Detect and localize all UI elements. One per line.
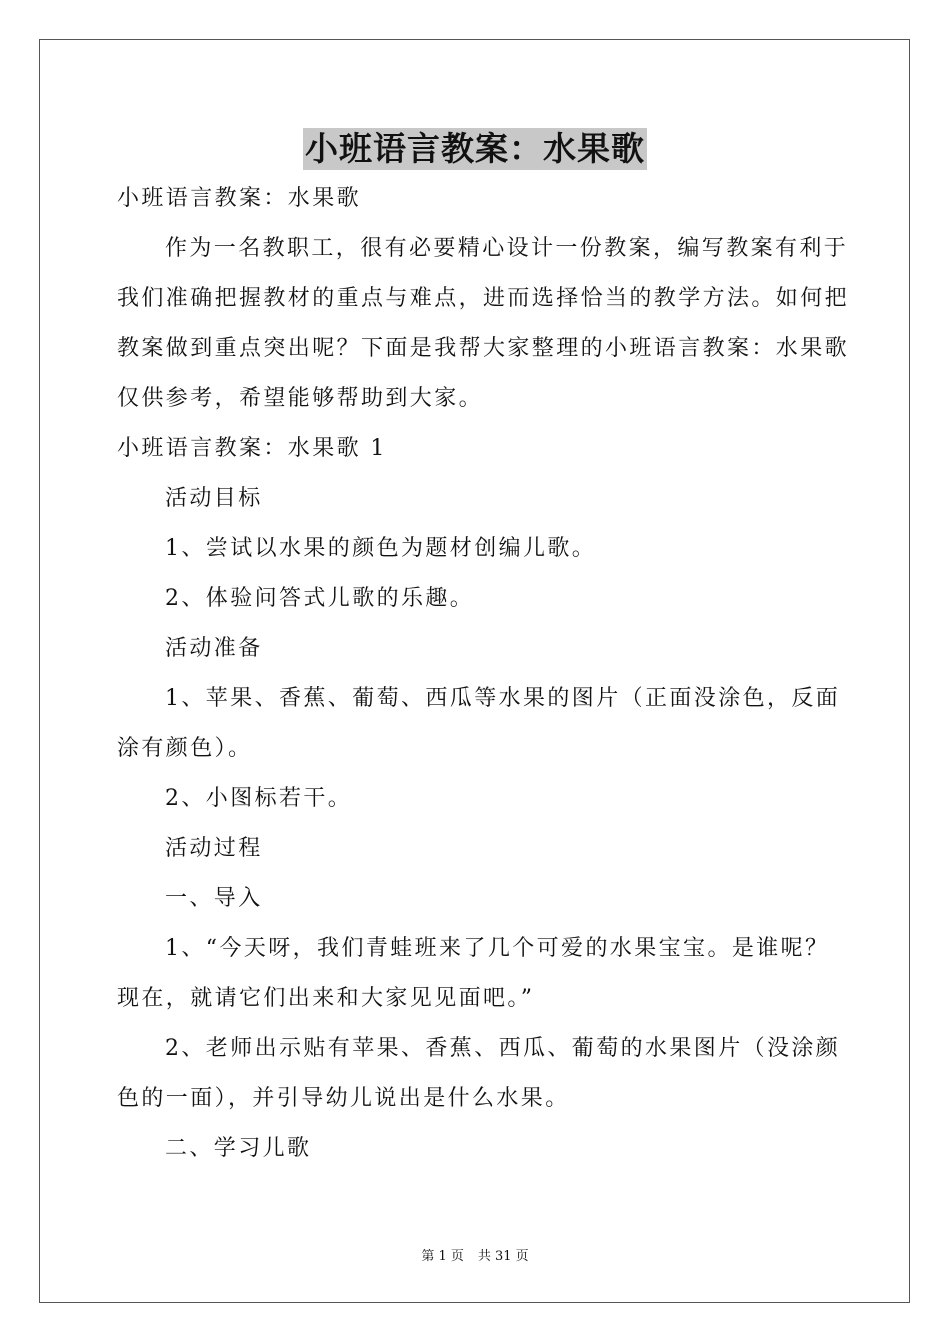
goal-item-2: 2、体验问答式儿歌的乐趣。 [165, 586, 475, 611]
intro-line-4: 仅供参考，希望能够帮助到大家。 [117, 386, 484, 411]
intro-line-2: 我们准确把握教材的重点与难点，进而选择恰当的教学方法。如何把 [117, 286, 850, 311]
intro-line-3: 教案做到重点突出呢？下面是我帮大家整理的小班语言教案：水果歌 [117, 336, 850, 361]
page-number: 第 1 页 [421, 1249, 464, 1264]
step-intro-item-1-cont: 现在，就请它们出来和大家见见面吧。” [117, 986, 535, 1011]
prep-item-1-cont: 涂有颜色）。 [117, 736, 253, 761]
prep-item-2: 2、小图标若干。 [165, 786, 353, 811]
activity-process-heading: 活动过程 [165, 836, 263, 861]
step-intro-heading: 一、导入 [165, 886, 263, 911]
activity-goals-heading: 活动目标 [165, 486, 263, 511]
section-heading-1: 小班语言教案：水果歌 1 [117, 436, 387, 461]
page-total: 共 31 页 [477, 1249, 529, 1264]
step-intro-item-2: 2、老师出示贴有苹果、香蕉、西瓜、葡萄的水果图片（没涂颜 [165, 1036, 841, 1061]
intro-line-1: 作为一名教职工，很有必要精心设计一份教案，编写教案有利于 [165, 236, 849, 261]
step-intro-item-2-cont: 色的一面），并引导幼儿说出是什么水果。 [117, 1086, 570, 1111]
activity-prep-heading: 活动准备 [165, 636, 263, 661]
page-footer [0, 1249, 950, 1265]
step-intro-item-1: 1、“今天呀，我们青蛙班来了几个可爱的水果宝宝。是谁呢？ [165, 936, 830, 961]
goal-item-1: 1、尝试以水果的颜色为题材创编儿歌。 [165, 536, 597, 561]
document-title: 小班语言教案：水果歌 [305, 129, 645, 168]
subtitle-line: 小班语言教案：水果歌 [117, 186, 362, 211]
step-learn-heading: 二、学习儿歌 [165, 1136, 312, 1161]
title-container [0, 128, 950, 170]
prep-item-1: 1、苹果、香蕉、葡萄、西瓜等水果的图片（正面没涂色，反面 [165, 686, 841, 711]
